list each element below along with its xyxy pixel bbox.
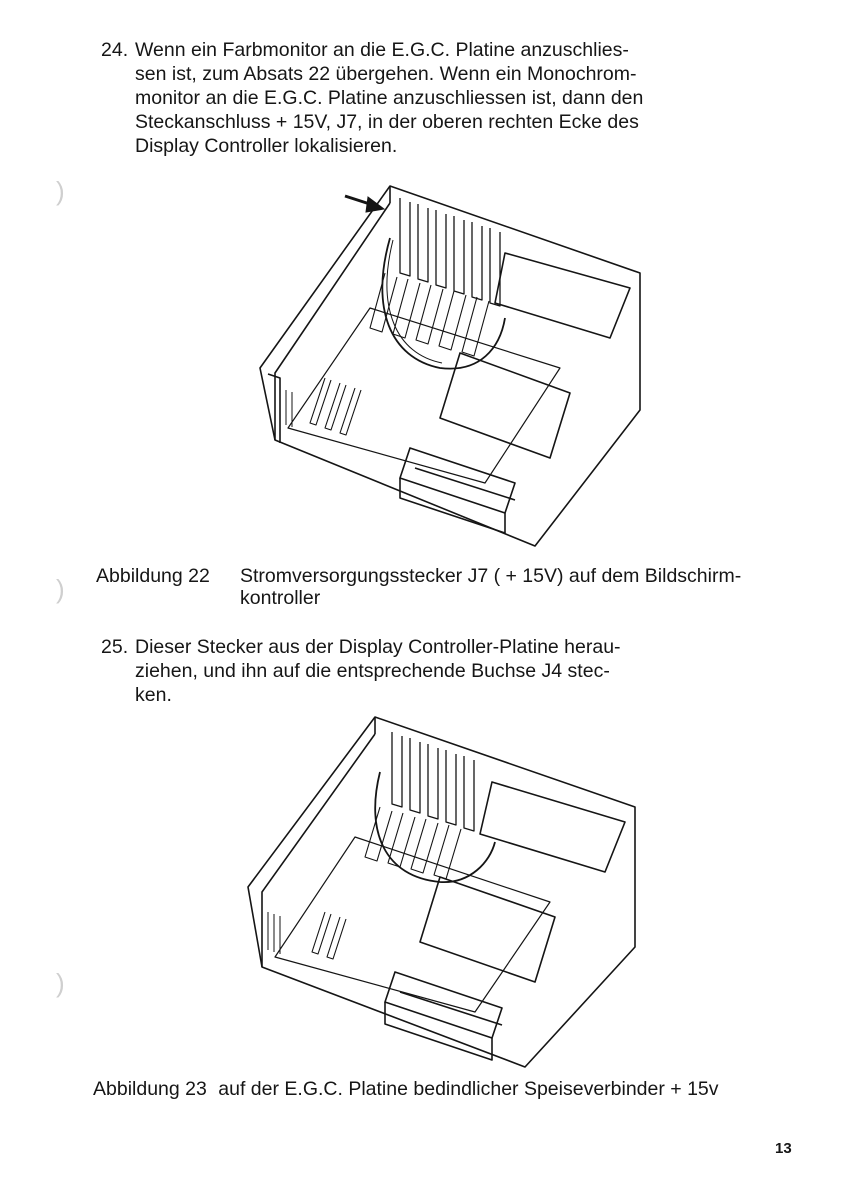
computer-interior-illustration-egc [240,712,645,1072]
step-25 [101,635,701,707]
step-line: sen ist, zum Absats 22 übergehen. Wenn ein Monochrom- [135,63,637,85]
step-number: 25. [101,636,129,658]
step-text [135,635,701,707]
computer-interior-illustration-j7 [250,178,650,553]
step-line: Display Controller lokalisieren. [135,135,398,157]
caption-line: kontroller [240,587,321,609]
figure-label: Abbildung 22 [96,565,210,587]
margin-mark: ) [56,574,65,604]
step-line: Wenn ein Farbmonitor an die E.G.C. Platine anzuschlies- [135,39,629,61]
figure-22-caption [96,565,741,609]
step-line: monitor an die E.G.C. Platine anzuschliessen ist, dann den [135,87,644,109]
step-text [135,38,701,158]
figure-23-caption [93,1078,719,1100]
step-24 [101,38,701,158]
step-number: 24. [101,39,129,61]
step-line: ken. [135,684,172,706]
step-line: Dieser Stecker aus der Display Controller-Platine herau- [135,636,621,658]
margin-mark: ) [56,968,65,998]
caption-line: Stromversorgungsstecker J7 ( + 15V) auf dem Bildschirm- [240,565,742,587]
margin-mark: ) [56,176,65,206]
step-line: ziehen, und ihn auf die entsprechende Buchse J4 stec- [135,660,610,682]
step-line: Steckanschluss + 15V, J7, in der oberen rechten Ecke des [135,111,639,133]
figure-label: Abbildung 23 [93,1078,207,1100]
page-number: 13 [775,1140,792,1157]
caption-text: auf der E.G.C. Platine bedindlicher Speiseverbinder + 15v [218,1078,719,1100]
